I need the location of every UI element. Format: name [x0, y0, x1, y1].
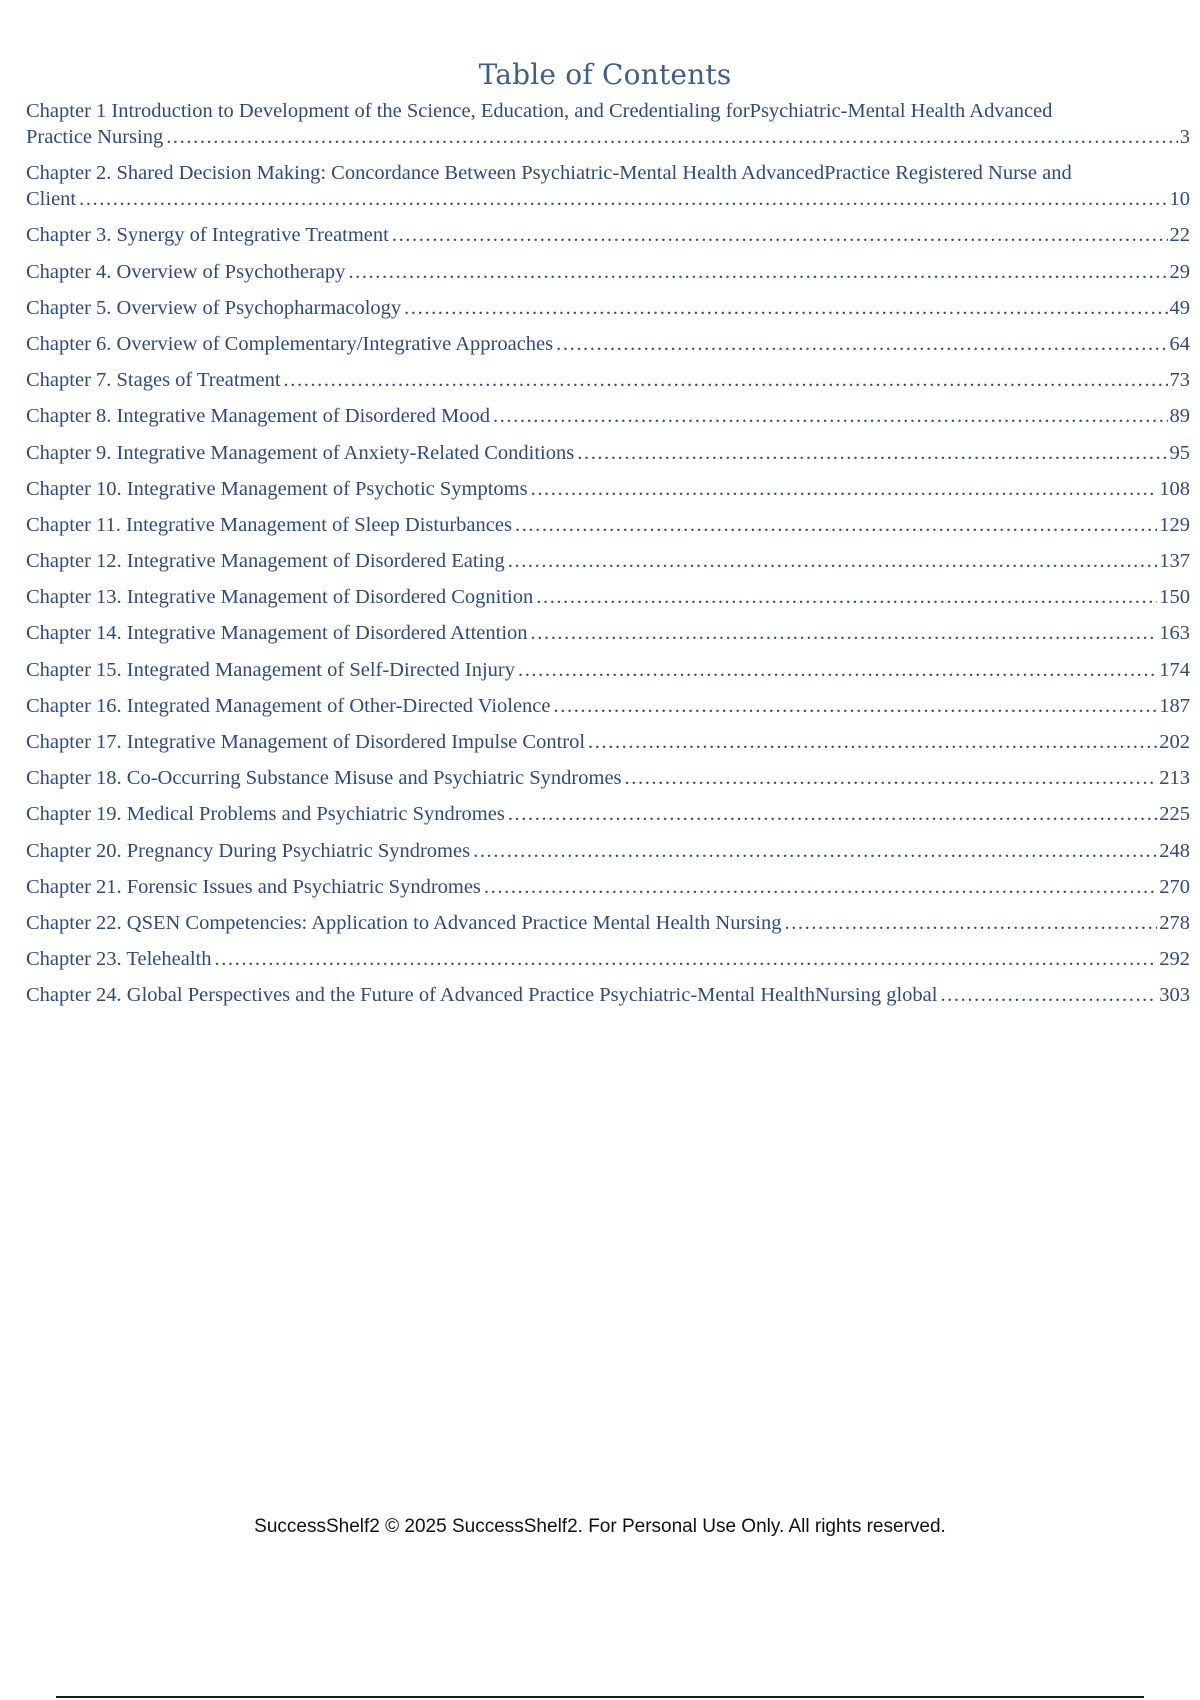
dot-leader	[473, 838, 1157, 864]
dot-leader	[493, 403, 1168, 429]
toc-entry[interactable]	[26, 693, 1190, 719]
toc-entry[interactable]	[26, 98, 1190, 150]
toc-entry-title: Chapter 20. Pregnancy During Psychiatric Syndromes	[26, 839, 471, 862]
toc-page-number: 202	[1159, 731, 1190, 753]
toc-page-number: 248	[1159, 839, 1190, 862]
dot-leader	[625, 765, 1158, 791]
dot-leader	[392, 222, 1168, 248]
toc-page-number: 213	[1159, 767, 1190, 790]
toc-page-number: 163	[1159, 622, 1190, 645]
toc-entry-title: Chapter 24. Global Perspectives and the Future of Advanced Practice Psychiatric-Mental HealthNursing global	[26, 984, 938, 1007]
toc-page-number: 225	[1159, 803, 1190, 826]
toc-page-number: 292	[1159, 948, 1190, 971]
toc-page-number: 3	[1179, 126, 1190, 148]
toc-page-number: 22	[1169, 224, 1190, 247]
toc-entry-title: Chapter 22. QSEN Competencies: Application to Advanced Practice Mental Health Nursing	[26, 911, 782, 934]
toc-entry-title-line1: Chapter 2. Shared Decision Making: Concordance Between Psychiatric-Mental Health AdvancedPractice Registered Nurse and	[26, 162, 1072, 185]
dot-leader	[518, 657, 1157, 683]
toc-entry[interactable]	[26, 476, 1190, 502]
dot-leader	[531, 620, 1158, 646]
toc-entry-title: Chapter 18. Co-Occurring Substance Misuse and Psychiatric Syndromes	[26, 767, 622, 790]
toc-title: Table of Contents	[478, 58, 732, 91]
toc-list	[26, 98, 1190, 1019]
toc-entry-title: Chapter 9. Integrative Management of Anxiety-Related Conditions	[26, 441, 575, 464]
dot-leader	[577, 440, 1167, 466]
toc-page-number: 187	[1159, 694, 1190, 717]
dot-leader	[508, 801, 1157, 827]
dot-leader	[940, 982, 1157, 1008]
toc-entry-title-line1: Chapter 1 Introduction to Development of the Science, Education, and Credentialing forPsychiatric-Mental Health Advanced	[26, 100, 1053, 122]
toc-entry-title: Chapter 10. Integrative Management of Psychotic Symptoms	[26, 477, 528, 500]
bottom-rule	[56, 1696, 1144, 1698]
toc-page-number: 64	[1169, 332, 1190, 355]
copyright-footer: SuccessShelf2 © 2025 SuccessShelf2. For Personal Use Only. All rights reserved.	[254, 1516, 946, 1537]
toc-entry[interactable]	[26, 548, 1190, 574]
toc-page-number: 303	[1159, 984, 1190, 1007]
toc-entry[interactable]	[26, 910, 1190, 936]
toc-entry-title: Chapter 23. Telehealth	[26, 948, 212, 971]
toc-entry[interactable]	[26, 512, 1190, 538]
toc-entry-title: Chapter 11. Integrative Management of Sleep Disturbances	[26, 513, 512, 536]
toc-entry[interactable]	[26, 620, 1190, 646]
dot-leader	[214, 946, 1157, 972]
toc-entry[interactable]	[26, 765, 1190, 791]
dot-leader	[166, 124, 1178, 150]
toc-page-number: 137	[1159, 550, 1190, 573]
toc-entry[interactable]	[26, 331, 1190, 357]
toc-entry[interactable]	[26, 295, 1190, 321]
toc-entry[interactable]	[26, 946, 1190, 972]
toc-entry-title: Chapter 17. Integrative Management of Disordered Impulse Control	[26, 731, 586, 753]
dot-leader	[404, 295, 1167, 321]
toc-page-number: 174	[1159, 658, 1190, 681]
toc-page-number: 89	[1169, 405, 1190, 428]
toc-page-number: 270	[1159, 875, 1190, 898]
toc-entry-title: Chapter 4. Overview of Psychotherapy	[26, 260, 346, 283]
dot-leader	[588, 729, 1157, 755]
toc-entry-title: Chapter 6. Overview of Complementary/Integrative Approaches	[26, 332, 554, 355]
dot-leader	[284, 367, 1168, 393]
toc-entry-last-line	[26, 186, 1190, 212]
toc-entry-title: Chapter 7. Stages of Treatment	[26, 369, 281, 392]
toc-entry[interactable]	[26, 982, 1190, 1008]
toc-entry[interactable]	[26, 657, 1190, 683]
toc-entry-title: Chapter 15. Integrated Management of Self-Directed Injury	[26, 658, 515, 681]
toc-page-number: 73	[1169, 369, 1190, 392]
toc-page-number: 108	[1159, 477, 1190, 500]
dot-leader	[79, 186, 1167, 212]
toc-entry-title: Chapter 16. Integrated Management of Other-Directed Violence	[26, 694, 551, 717]
toc-entry[interactable]	[26, 222, 1190, 248]
toc-entry-title: Practice Nursing	[26, 126, 164, 148]
dot-leader	[484, 874, 1157, 900]
dot-leader	[531, 476, 1158, 502]
toc-entry[interactable]	[26, 874, 1190, 900]
toc-entry[interactable]	[26, 440, 1190, 466]
dot-leader	[554, 693, 1158, 719]
toc-entry-title: Chapter 14. Integrative Management of Disordered Attention	[26, 622, 528, 645]
toc-entry[interactable]	[26, 838, 1190, 864]
toc-page-number: 129	[1159, 513, 1190, 536]
dot-leader	[515, 512, 1157, 538]
toc-page-number: 95	[1169, 441, 1190, 464]
toc-page-number: 29	[1169, 260, 1190, 283]
toc-entry[interactable]	[26, 729, 1190, 755]
toc-entry-title: Chapter 12. Integrative Management of Disordered Eating	[26, 550, 505, 573]
toc-entry[interactable]	[26, 160, 1190, 212]
dot-leader	[556, 331, 1167, 357]
toc-page-number: 49	[1169, 296, 1190, 319]
dot-leader	[348, 259, 1167, 285]
toc-entry[interactable]	[26, 367, 1190, 393]
toc-entry-title: Chapter 21. Forensic Issues and Psychiatric Syndromes	[26, 875, 481, 898]
toc-entry-title: Chapter 8. Integrative Management of Disordered Mood	[26, 405, 490, 428]
dot-leader	[784, 910, 1157, 936]
toc-page-number: 10	[1169, 188, 1190, 211]
toc-entry[interactable]	[26, 801, 1190, 827]
toc-page-number: 278	[1159, 911, 1190, 934]
toc-entry-title: Chapter 3. Synergy of Integrative Treatment	[26, 224, 389, 247]
toc-entry-title: Chapter 5. Overview of Psychopharmacology	[26, 296, 402, 319]
toc-entry[interactable]	[26, 259, 1190, 285]
toc-entry[interactable]	[26, 584, 1190, 610]
toc-entry-title: Chapter 19. Medical Problems and Psychiatric Syndromes	[26, 803, 505, 826]
dot-leader	[536, 584, 1157, 610]
toc-entry-last-line	[26, 124, 1190, 150]
dot-leader	[508, 548, 1158, 574]
toc-entry-title: Chapter 13. Integrative Management of Disordered Cognition	[26, 586, 534, 609]
toc-page-number: 150	[1159, 586, 1190, 609]
toc-entry-title: Client	[26, 188, 77, 211]
toc-entry[interactable]	[26, 403, 1190, 429]
